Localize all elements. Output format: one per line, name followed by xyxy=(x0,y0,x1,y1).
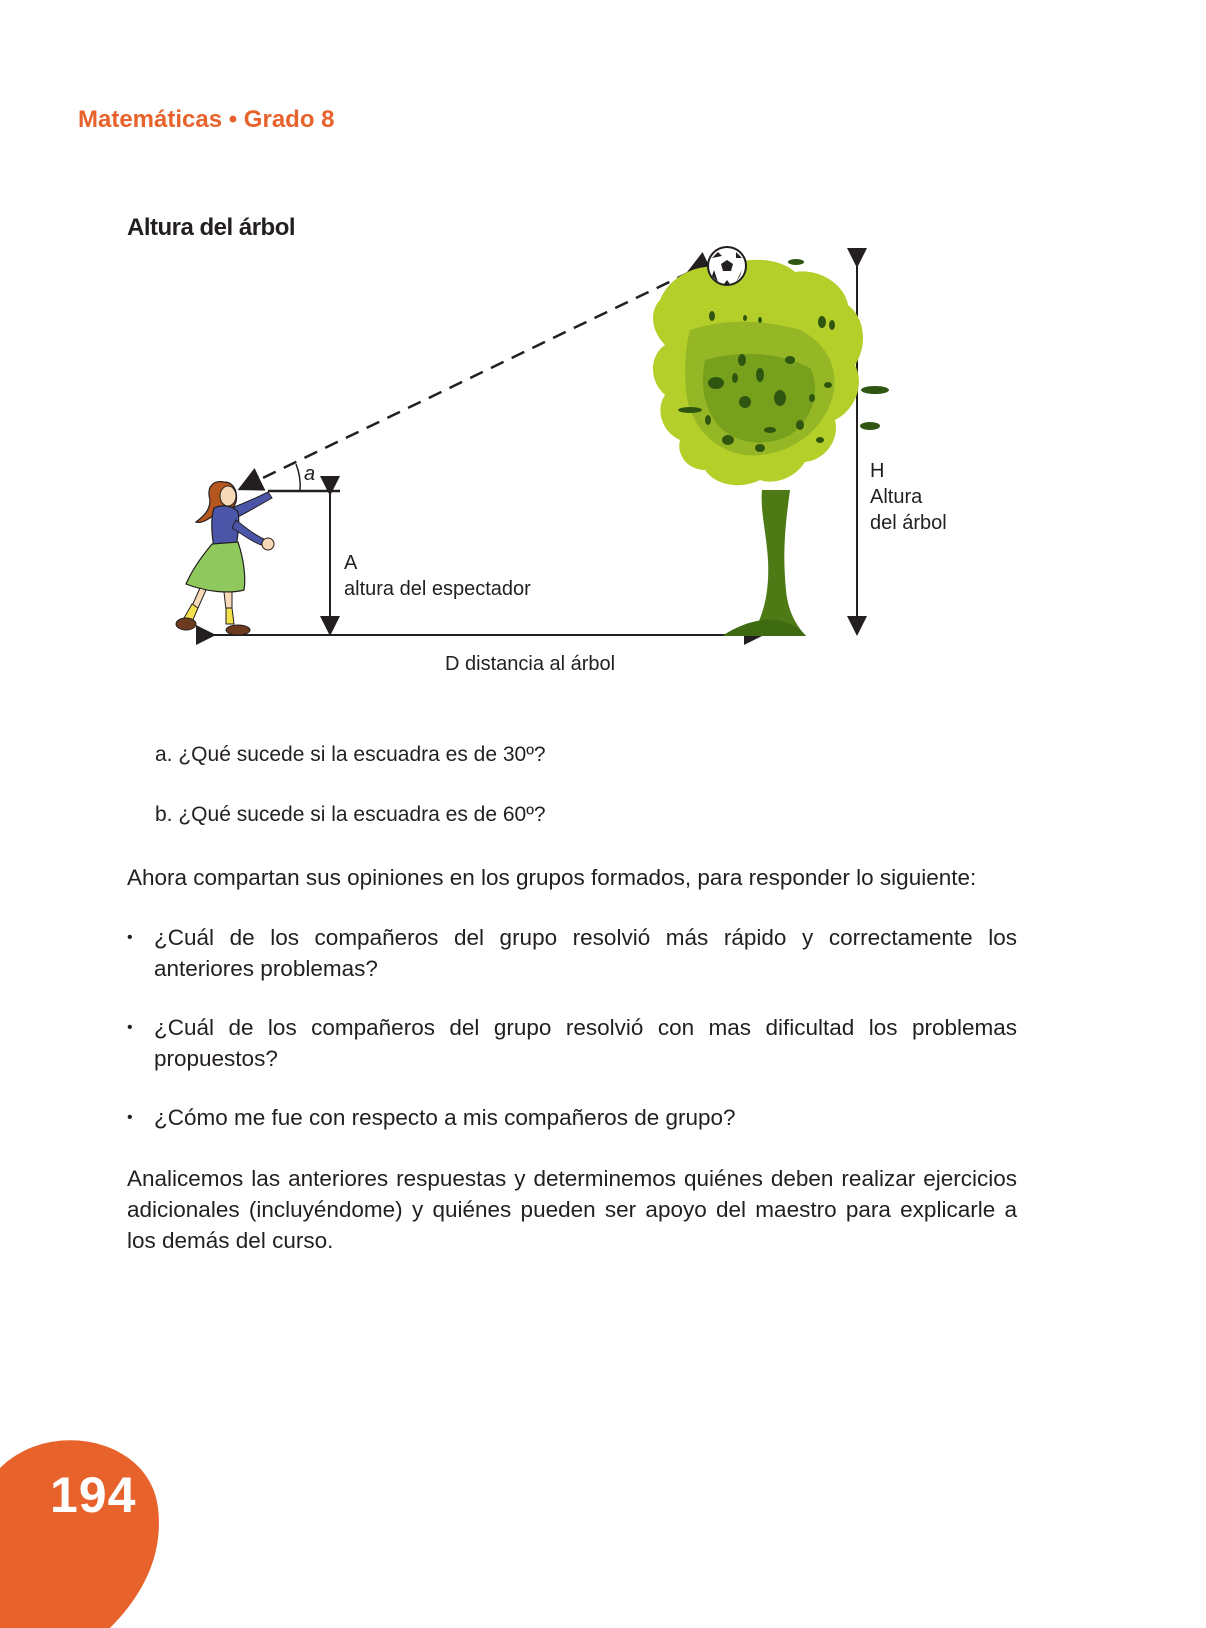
list-item-text: ¿Cómo me fue con respecto a mis compañeros de grupo? xyxy=(154,1105,736,1130)
page-number: 194 xyxy=(50,1467,137,1523)
list-item xyxy=(127,1102,1017,1133)
list-item xyxy=(127,1012,1017,1074)
running-header: Matemáticas • Grado 8 xyxy=(78,106,335,133)
bullet-icon: • xyxy=(127,1019,133,1036)
list-item-text: ¿Cuál de los compañeros del grupo resolvió con mas dificultad los problemas propuestos? xyxy=(154,1015,1017,1071)
intro-paragraph: Ahora compartan sus opiniones en los grupos formados, para responder lo siguiente: xyxy=(127,865,977,890)
tree-height-illustration xyxy=(0,230,1206,690)
spectator-letter: A xyxy=(344,552,358,574)
tree-label-line1: Altura xyxy=(870,486,923,508)
list-item xyxy=(127,922,1017,984)
spectator-label: altura del espectador xyxy=(344,578,531,600)
distance-label: D distancia al árbol xyxy=(445,653,616,675)
list-item-text: ¿Cuál de los compañeros del grupo resolvió más rápido y correctamente los anteriores problemas? xyxy=(154,925,1017,981)
closing-paragraph: Analicemos las anteriores respuestas y determinemos quiénes deben realizar ejercicios adicionales (incluyéndome) y quiénes pueden ser apoyo del maestro para explicarle a los demás del curso. xyxy=(127,1166,1017,1253)
tree-label-line2: del árbol xyxy=(870,512,947,534)
section-title: Altura del árbol xyxy=(127,214,296,241)
angle-arc xyxy=(296,464,300,491)
soccer-ball-icon xyxy=(708,247,746,285)
tree-letter: H xyxy=(870,460,885,482)
tree xyxy=(653,259,889,636)
spectator-girl xyxy=(176,482,274,635)
page-number-badge xyxy=(0,1428,160,1628)
line-of-sight xyxy=(242,272,690,488)
question-a: a. ¿Qué sucede si la escuadra es de 30º? xyxy=(155,743,546,766)
question-b: b. ¿Qué sucede si la escuadra es de 60º? xyxy=(155,803,546,826)
spectator-height-arrow xyxy=(268,491,340,632)
angle-label: a xyxy=(304,463,316,485)
bullet-icon: • xyxy=(127,929,133,946)
bullet-icon: • xyxy=(127,1109,133,1126)
